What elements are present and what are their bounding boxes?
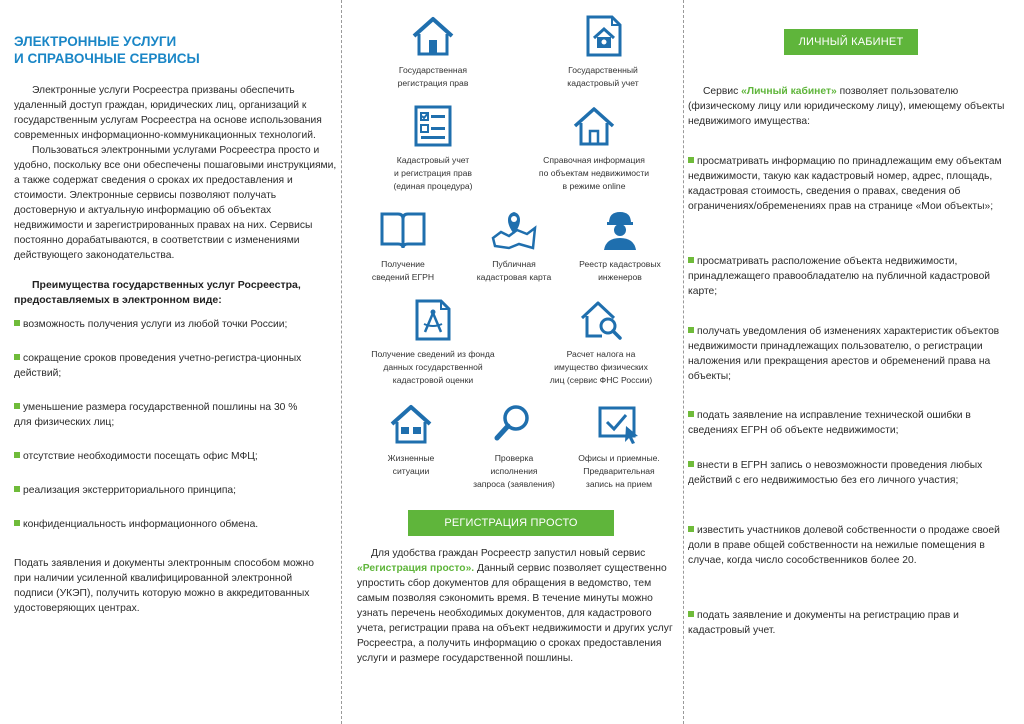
service-label: Кадастровый учет и регистрация прав (единая процедура) [393, 155, 473, 191]
service-label: Государственный кадастровый учет [567, 65, 639, 88]
fold-line-left [341, 0, 342, 724]
bullet-marker-icon [688, 327, 694, 333]
personal-account-description: Сервис «Личный кабинет» позволяет пользователю (физическому лицу или юридическому лицу), имеющему объекты недвижимого имущества: [688, 86, 1005, 127]
bullet-marker-icon [14, 354, 20, 360]
account-feature-item: просматривать информацию по принадлежащим ему объектам недвижимости, такую как кадастровый номер, адрес, площадь, кадастровая стоимость, сведения о правах, сведения об ограничениях/обременениях прав на странице «Мои объекты»; [688, 156, 1002, 212]
bullet-marker-icon [688, 611, 694, 617]
bullet-marker-icon [14, 403, 20, 409]
bullet-marker-icon [688, 461, 694, 467]
advantage-item: уменьшение размера государственной пошлины на 30 % для физических лиц; [14, 402, 298, 428]
engineer-icon [598, 208, 642, 252]
house-icon [410, 14, 456, 58]
bullet-marker-icon [14, 320, 20, 326]
house-outline-icon [571, 104, 617, 148]
service-reference-info[interactable] [511, 104, 677, 193]
service-egrn-info[interactable] [353, 208, 453, 284]
service-label: Проверка исполнения запроса (заявления) [473, 453, 555, 489]
magnifier-icon [492, 402, 536, 446]
service-cadastral-valuation[interactable] [353, 298, 513, 387]
title-line-2: И СПРАВОЧНЫЕ СЕРВИСЫ [14, 51, 200, 66]
title-line-1: ЭЛЕКТРОННЫЕ УСЛУГИ [14, 34, 177, 49]
book-icon [378, 208, 428, 252]
service-label: Расчет налога на имущество физических лиц (сервис ФНС России) [549, 349, 653, 385]
registration-simple-description: Для удобства граждан Росреестр запустил новый сервис «Регистрация просто». Данный сервис позволяет существенно упростить сбор документов для обращения в ведомство, тем самым позволяя сэкономить время. В течение минуты можно узнать перечень необходимых документов, для кадастрового учета, регистрации права на объект недвижимости и других услуг Росреестра, а получить информацию о сроках предоставления услуги и размере государственной пошлины. [357, 548, 673, 664]
advantage-item: конфиденциальность информационного обмена. [14, 517, 340, 532]
advantage-item: реализация экстерриториального принципа; [14, 483, 340, 498]
right-panel [688, 0, 1018, 724]
bullet-marker-icon [688, 411, 694, 417]
service-life-situations[interactable] [363, 402, 459, 478]
section-title [14, 33, 340, 67]
bullet-marker-icon [14, 486, 20, 492]
service-offices-appointment[interactable] [561, 402, 677, 491]
bullet-marker-icon [688, 157, 694, 163]
registration-simple-link[interactable]: «Регистрация просто». [357, 563, 475, 574]
service-engineers-registry[interactable] [565, 208, 675, 284]
fold-line-right [683, 0, 684, 724]
bullet-marker-icon [688, 257, 694, 263]
personal-account-button[interactable]: ЛИЧНЫЙ КАБИНЕТ [784, 29, 918, 55]
service-label: Реестр кадастровых инженеров [579, 259, 661, 282]
house-magnifier-icon [578, 298, 624, 342]
bullet-marker-icon [14, 520, 20, 526]
account-feature-item: известить участников долевой собственности о продаже своей доли в праве общей собственности на нежилые помещения в случае, когда число сособственников более 20. [688, 525, 1000, 566]
map-pin-icon [489, 208, 539, 252]
account-feature-item: подать заявление на исправление технической ошибки в сведениях ЕГРН об объекте недвижимости; [688, 410, 971, 436]
account-feature-item: внести в ЕГРН запись о невозможности проведения любых действий с его недвижимостью без его личного участия; [688, 460, 983, 486]
intro-paragraph-1: Электронные услуги Росреестра призваны обеспечить удаленный доступ граждан, юридических лиц, организаций к государственным услугам Росреестра на основе использования современных информационно-коммуникационных технологий. [14, 85, 322, 141]
compass-document-icon [411, 298, 455, 342]
house-small-icon [388, 402, 434, 446]
advantage-item: сокращение сроков проведения учетно-регистра-ционных действий; [14, 353, 302, 379]
advantages-heading: Преимущества государственных услуг Росреестра, предоставляемых в электронном виде: [14, 279, 301, 306]
account-feature-item: просматривать расположение объекта недвижимости, принадлежащего правообладателю на публичной кадастровой карте; [688, 256, 991, 297]
service-label: Офисы и приемные. Предварительная запись на прием [578, 453, 660, 489]
service-public-map[interactable] [458, 208, 570, 284]
advantages-list [14, 317, 340, 532]
bullet-marker-icon [14, 452, 20, 458]
registration-simple-button[interactable]: РЕГИСТРАЦИЯ ПРОСТО [408, 510, 614, 536]
service-label: Публичная кадастровая карта [476, 259, 552, 282]
account-feature-item: получать уведомления об изменениях характеристик объектов недвижимости принадлежащих пользователю, о регистрации наложения или прекращения арестов и обременений права на объекты; [688, 326, 1000, 382]
house-document-icon [580, 14, 626, 58]
account-feature-item: подать заявление и документы на регистрацию прав и кадастровый учет. [688, 610, 959, 636]
service-tax-calculation[interactable] [527, 298, 675, 387]
service-label: Справочная информация по объектам недвижимости в режиме online [538, 155, 650, 191]
service-label: Получение сведений ЕГРН [371, 259, 435, 282]
service-label: Государственная регистрация прав [397, 65, 469, 88]
form-checklist-icon [412, 104, 454, 148]
service-request-check[interactable] [455, 402, 573, 491]
intro-paragraph-2: Пользоваться электронными услугами Росреестра просто и удобно, поскольку все они обеспечены пошаговыми инструкциями, а также содержат сведения о сроках их предоставления и стоимости. Электронные сервисы позволяют получать достоверную и актуальную информацию об объектах недвижимости и зарегистрированных правах на них. Сервисы постоянно дорабатываются, в соответствии с изменениями действующего законодательства. [14, 145, 337, 261]
service-label: Получение сведений из фонда данных государственной кадастровой оценки [371, 349, 495, 385]
service-label: Жизненные ситуации [387, 453, 435, 476]
cursor-check-icon [596, 402, 642, 446]
service-unified-procedure[interactable] [371, 104, 495, 193]
advantage-item: возможность получения услуги из любой точки России; [14, 317, 340, 332]
left-panel [14, 0, 340, 724]
service-cadastral-registration[interactable] [533, 14, 673, 90]
personal-account-link[interactable]: «Личный кабинет» [741, 86, 837, 97]
bullet-marker-icon [688, 526, 694, 532]
footer-note: Подать заявления и документы электронным способом можно при наличии усиленной квалифицированной электронной подписи (УКЭП), получить которую можно в аккредитованных удостоверяющих центрах. [14, 558, 314, 614]
middle-panel [343, 0, 680, 724]
service-state-registration[interactable] [373, 14, 493, 90]
advantage-item: отсутствие необходимости посещать офис МФЦ; [14, 449, 340, 464]
